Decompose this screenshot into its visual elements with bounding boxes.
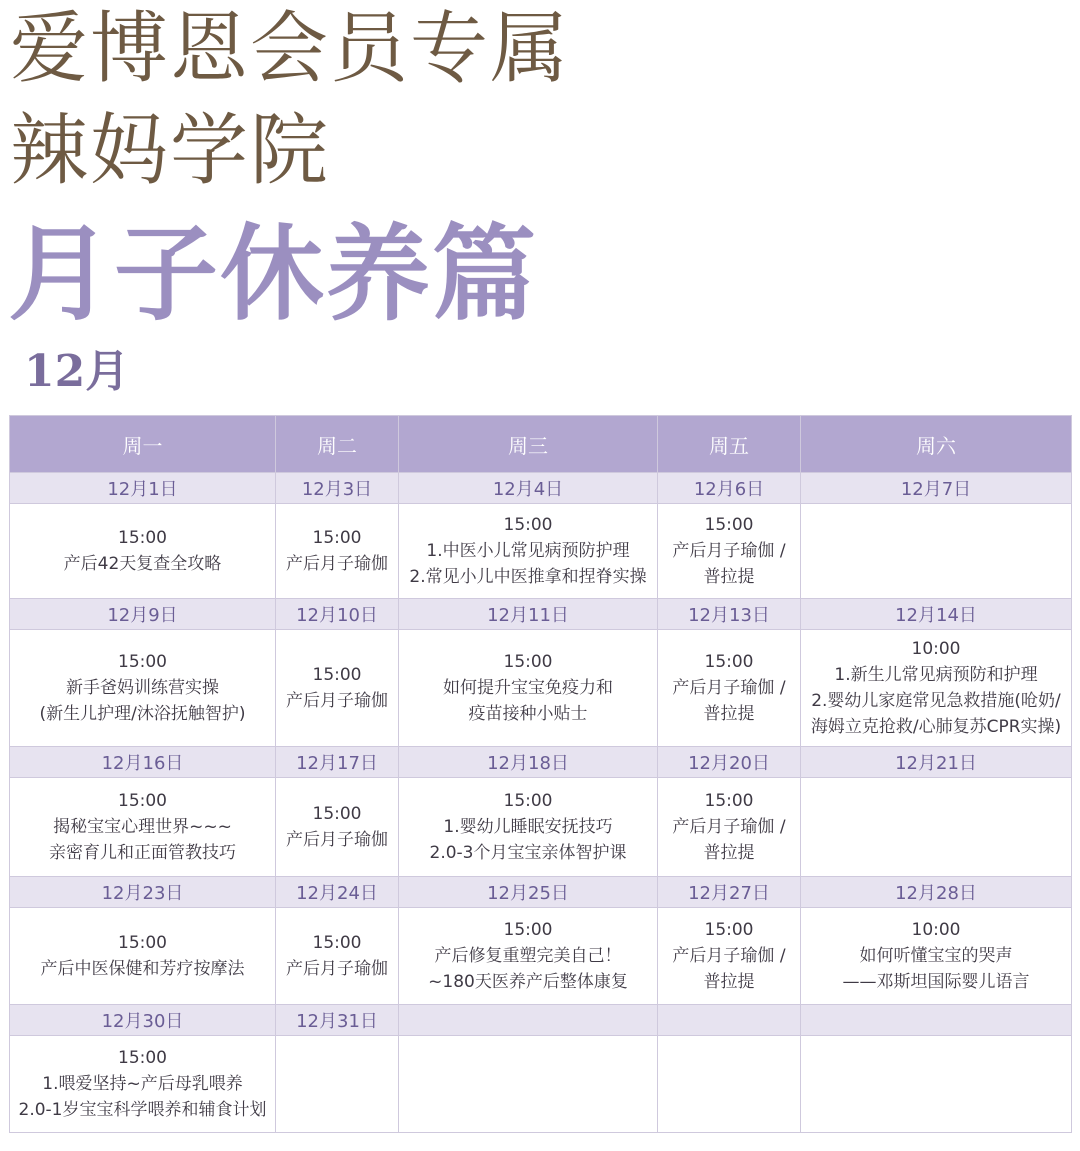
class-topic: 普拉提 [703,972,755,992]
date-cell: 12月17日 [276,747,399,778]
class-cell [658,630,801,747]
class-time: 15:00 [704,652,754,672]
date-cell: 12月9日 [10,599,276,630]
class-cell [276,908,399,1005]
date-row [10,473,1072,504]
class-time: 10:00 [911,920,961,940]
class-topic: 1.中医小儿常见病预防护理 [426,541,630,561]
class-cell [10,778,276,877]
class-cell [10,908,276,1005]
class-cell [801,630,1072,747]
class-cell [658,778,801,877]
class-cell [10,504,276,599]
class-topic: 2.婴幼儿家庭常见急救措施(呛奶/ [811,691,1061,711]
class-topic: 产后月子瑜伽 / [672,817,786,837]
title-line2: 辣妈学院 [10,106,331,196]
class-time: 15:00 [118,652,167,672]
class-time: 15:00 [503,515,553,535]
class-time: 15:00 [704,920,754,940]
date-cell: 12月13日 [658,599,801,630]
schedule-table [9,415,1072,1133]
date-cell [399,1005,658,1036]
weekday-header: 周五 [658,416,801,473]
date-cell: 12月23日 [10,877,276,908]
date-cell: 12月28日 [801,877,1072,908]
class-cell [658,1036,801,1133]
class-topic: 产后月子瑜伽 [286,830,388,850]
class-topic: 亲密育儿和正面管教技巧 [49,843,236,863]
class-topic: 产后月子瑜伽 [286,691,388,711]
class-cell [399,908,658,1005]
date-cell: 12月3日 [276,473,399,504]
class-cell [658,504,801,599]
class-cell [10,630,276,747]
class-topic: 普拉提 [703,704,755,724]
class-topic: 产后月子瑜伽 [286,959,388,979]
class-time: 15:00 [118,528,167,548]
date-cell: 12月1日 [10,473,276,504]
weekday-header-row [10,416,1072,473]
class-topic: 产后月子瑜伽 / [672,541,786,561]
class-row [10,1036,1072,1133]
date-cell: 12月31日 [276,1005,399,1036]
class-topic: 揭秘宝宝心理世界~~~ [53,817,232,837]
date-cell: 12月25日 [399,877,658,908]
date-cell: 12月6日 [658,473,801,504]
class-topic: 海姆立克抢救/心肺复苏CPR实操) [810,717,1062,737]
class-row [10,778,1072,877]
date-cell: 12月16日 [10,747,276,778]
title-line3: 月子休养篇 [8,212,539,335]
date-cell: 12月27日 [658,877,801,908]
date-cell: 12月21日 [801,747,1072,778]
class-cell [399,504,658,599]
month-label: 12月 [24,346,130,397]
weekday-header: 周三 [399,416,658,473]
class-topic: 产后42天复查全攻略 [63,554,222,574]
class-cell [399,778,658,877]
class-cell [801,1036,1072,1133]
class-topic: 产后中医保健和芳疗按摩法 [40,959,245,979]
class-row [10,630,1072,747]
class-time: 15:00 [312,665,362,685]
date-cell: 12月24日 [276,877,399,908]
class-time: 15:00 [118,933,167,953]
weekday-header: 周二 [276,416,399,473]
class-time: 15:00 [118,1048,167,1068]
date-cell: 12月10日 [276,599,399,630]
class-cell [801,908,1072,1005]
class-topic: 如何提升宝宝免疫力和 [443,678,613,698]
date-row [10,599,1072,630]
weekday-header: 周六 [801,416,1072,473]
class-row [10,908,1072,1005]
class-topic: 产后月子瑜伽 / [672,678,786,698]
class-topic: 2.0-3个月宝宝亲体智护课 [429,843,627,863]
class-cell [399,1036,658,1133]
class-time: 15:00 [503,920,553,940]
class-topic: 疫苗接种小贴士 [468,704,588,724]
class-topic: 1.新生儿常见病预防和护理 [834,665,1038,685]
date-row [10,747,1072,778]
class-topic: 新手爸妈训练营实操 [66,678,219,698]
date-row [10,877,1072,908]
class-time: 15:00 [118,791,167,811]
class-time: 15:00 [312,804,362,824]
date-cell [658,1005,801,1036]
class-topic: 2.0-1岁宝宝科学喂养和辅食计划 [18,1100,267,1120]
class-topic: 1.喂爱坚持~产后母乳喂养 [42,1074,243,1094]
class-time: 15:00 [312,528,362,548]
class-time: 15:00 [704,791,754,811]
date-cell: 12月7日 [801,473,1072,504]
class-time: 15:00 [312,933,362,953]
class-topic: 2.常见小儿中医推拿和捏脊实操 [409,567,647,587]
class-topic: ~180天医养产后整体康复 [428,972,628,992]
class-topic: 产后月子瑜伽 / [672,946,786,966]
class-cell [658,908,801,1005]
class-cell [276,504,399,599]
weekday-header: 周一 [10,416,276,473]
class-topic: ——邓斯坦国际婴儿语言 [842,972,1030,992]
class-topic: 产后月子瑜伽 [286,554,388,574]
class-topic: 普拉提 [703,843,755,863]
date-cell: 12月4日 [399,473,658,504]
title-line1: 爱博恩会员专属 [10,4,571,94]
class-cell [276,1036,399,1133]
date-cell: 12月30日 [10,1005,276,1036]
class-topic: (新生儿护理/沐浴抚触智护) [39,704,246,724]
class-topic: 1.婴幼儿睡眠安抚技巧 [443,817,613,837]
class-time: 15:00 [503,652,553,672]
class-cell [399,630,658,747]
date-row [10,1005,1072,1036]
date-cell: 12月11日 [399,599,658,630]
class-cell [801,778,1072,877]
class-cell [276,630,399,747]
class-topic: 普拉提 [703,567,755,587]
class-time: 15:00 [503,791,553,811]
date-cell: 12月14日 [801,599,1072,630]
class-cell [10,1036,276,1133]
class-time: 15:00 [704,515,754,535]
date-cell: 12月18日 [399,747,658,778]
class-row [10,504,1072,599]
class-topic: 产后修复重塑完美自己！ [434,946,622,966]
date-cell: 12月20日 [658,747,801,778]
class-time: 10:00 [911,639,961,659]
class-cell [276,778,399,877]
class-topic: 如何听懂宝宝的哭声 [859,946,1013,966]
class-cell [801,504,1072,599]
date-cell [801,1005,1072,1036]
